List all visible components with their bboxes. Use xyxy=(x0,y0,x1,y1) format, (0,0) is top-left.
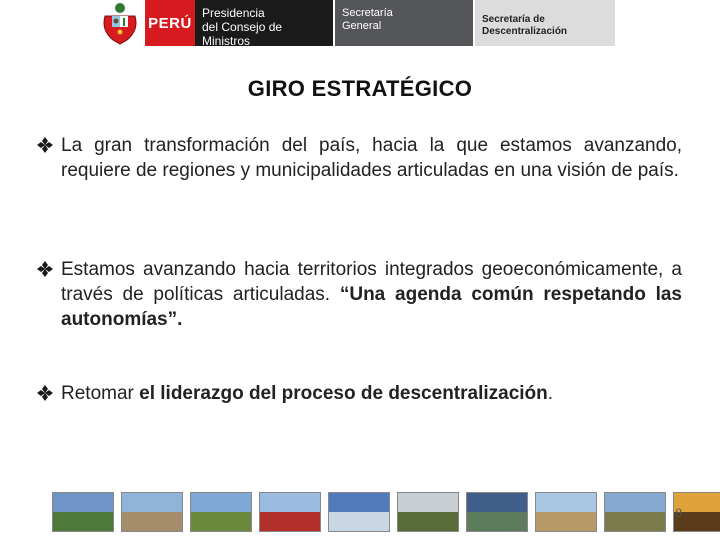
sg-line-1: Secretaría xyxy=(342,7,393,19)
pcm-line-2: del Consejo de Ministros xyxy=(202,20,283,48)
peru-coat-of-arms-logo xyxy=(95,0,145,46)
bullet-item-1 xyxy=(36,133,682,183)
bullet-2-body: Estamos avanzando hacia territorios integrados geoeconómicamente, a través de políticas articuladas. xyxy=(61,259,682,305)
diamond-bullet-icon xyxy=(36,136,54,154)
bullet-3-emphasis: el liderazgo del proceso de descentralización xyxy=(139,383,548,404)
bullet-3-text xyxy=(61,381,682,406)
page-number: 8 xyxy=(675,506,682,520)
bullet-3-prefix: Retomar xyxy=(61,383,140,404)
institutional-header xyxy=(95,0,615,46)
pcm-line-1: Presidencia xyxy=(202,6,265,20)
secretaria-general-label xyxy=(335,0,473,46)
photo-thumbnail-2 xyxy=(121,492,183,532)
photo-thumbnail-5 xyxy=(328,492,390,532)
photo-thumbnail-6 xyxy=(397,492,459,532)
bullet-3-suffix: . xyxy=(547,383,554,404)
photo-thumbnail-4 xyxy=(259,492,321,532)
sd-line-1: Secretaría de xyxy=(482,14,545,25)
diamond-bullet-icon xyxy=(36,384,54,402)
bullet-2-text xyxy=(61,257,682,332)
photo-strip xyxy=(52,492,720,532)
photo-thumbnail-1 xyxy=(52,492,114,532)
bullet-1-text: La gran transformación del país, hacia la que estamos avanzando, requiere de regiones y municipalidades articuladas en una visión de país. xyxy=(61,135,682,181)
secretaria-descentralizacion-label xyxy=(475,0,615,46)
slide-title: GIRO ESTRATÉGICO xyxy=(247,76,473,101)
pcm-label xyxy=(195,0,333,46)
sd-line-2: Descentralización xyxy=(482,26,568,37)
sg-line-2: General xyxy=(342,20,382,32)
bullet-item-3 xyxy=(36,381,682,406)
photo-thumbnail-3 xyxy=(190,492,252,532)
bullet-item-2 xyxy=(36,257,682,332)
photo-thumbnail-7 xyxy=(466,492,528,532)
bullet-2-quote: “Una agenda común respetando las autonomías”. xyxy=(61,284,682,330)
photo-thumbnail-9 xyxy=(604,492,666,532)
coat-of-arms-icon xyxy=(95,0,145,46)
peru-label: PERÚ xyxy=(145,0,195,46)
diamond-bullet-icon xyxy=(36,260,54,278)
photo-thumbnail-8 xyxy=(535,492,597,532)
